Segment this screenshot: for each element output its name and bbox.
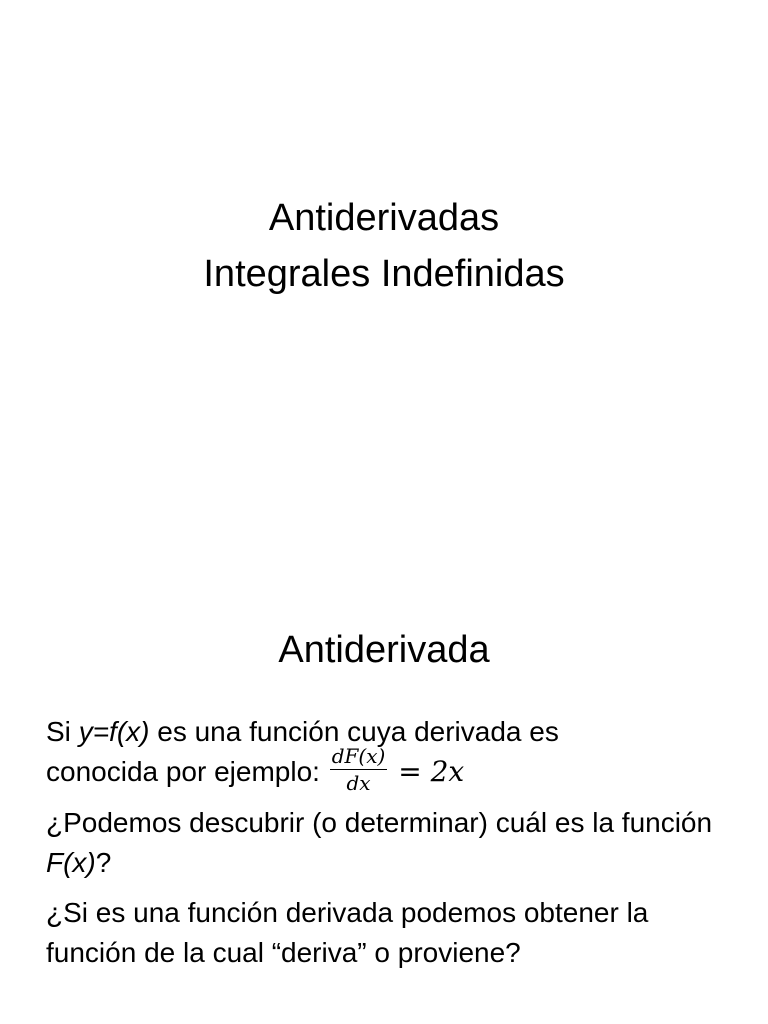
title-line-2: Integrales Indefinidas: [203, 253, 565, 295]
slide-antiderivada: [0, 512, 768, 1024]
fraction-numerator: dF(x): [331, 744, 386, 769]
paragraph-question-2: [46, 893, 736, 973]
slide2-body: [46, 712, 736, 983]
p1-prefix: Si: [46, 716, 79, 747]
slide2-heading: Antiderivada: [278, 629, 490, 671]
paragraph-question-1: [46, 803, 736, 883]
p1-suffix: es una función cuya derivada es: [149, 716, 559, 747]
p3-suffix: ?: [95, 847, 112, 879]
derivative-fraction: [330, 744, 388, 795]
p2-prefix: conocida por ejemplo:: [46, 756, 328, 787]
title-line-1: Antiderivadas: [268, 197, 500, 239]
p1-function: y=f(x): [78, 716, 150, 747]
paragraph-definition: [46, 712, 736, 795]
equation-rhs: = 2x: [389, 755, 465, 788]
slide-title-heading: [0, 190, 768, 302]
p4-text: ¿Si es una función derivada podemos obtener la función de la cual “deriva” o proviene?: [46, 897, 649, 969]
p3-text: ¿Podemos descubrir (o determinar) cuál es la función: [46, 807, 713, 839]
fraction-denominator: dx: [346, 771, 371, 796]
p3-function: F(x): [46, 847, 96, 879]
